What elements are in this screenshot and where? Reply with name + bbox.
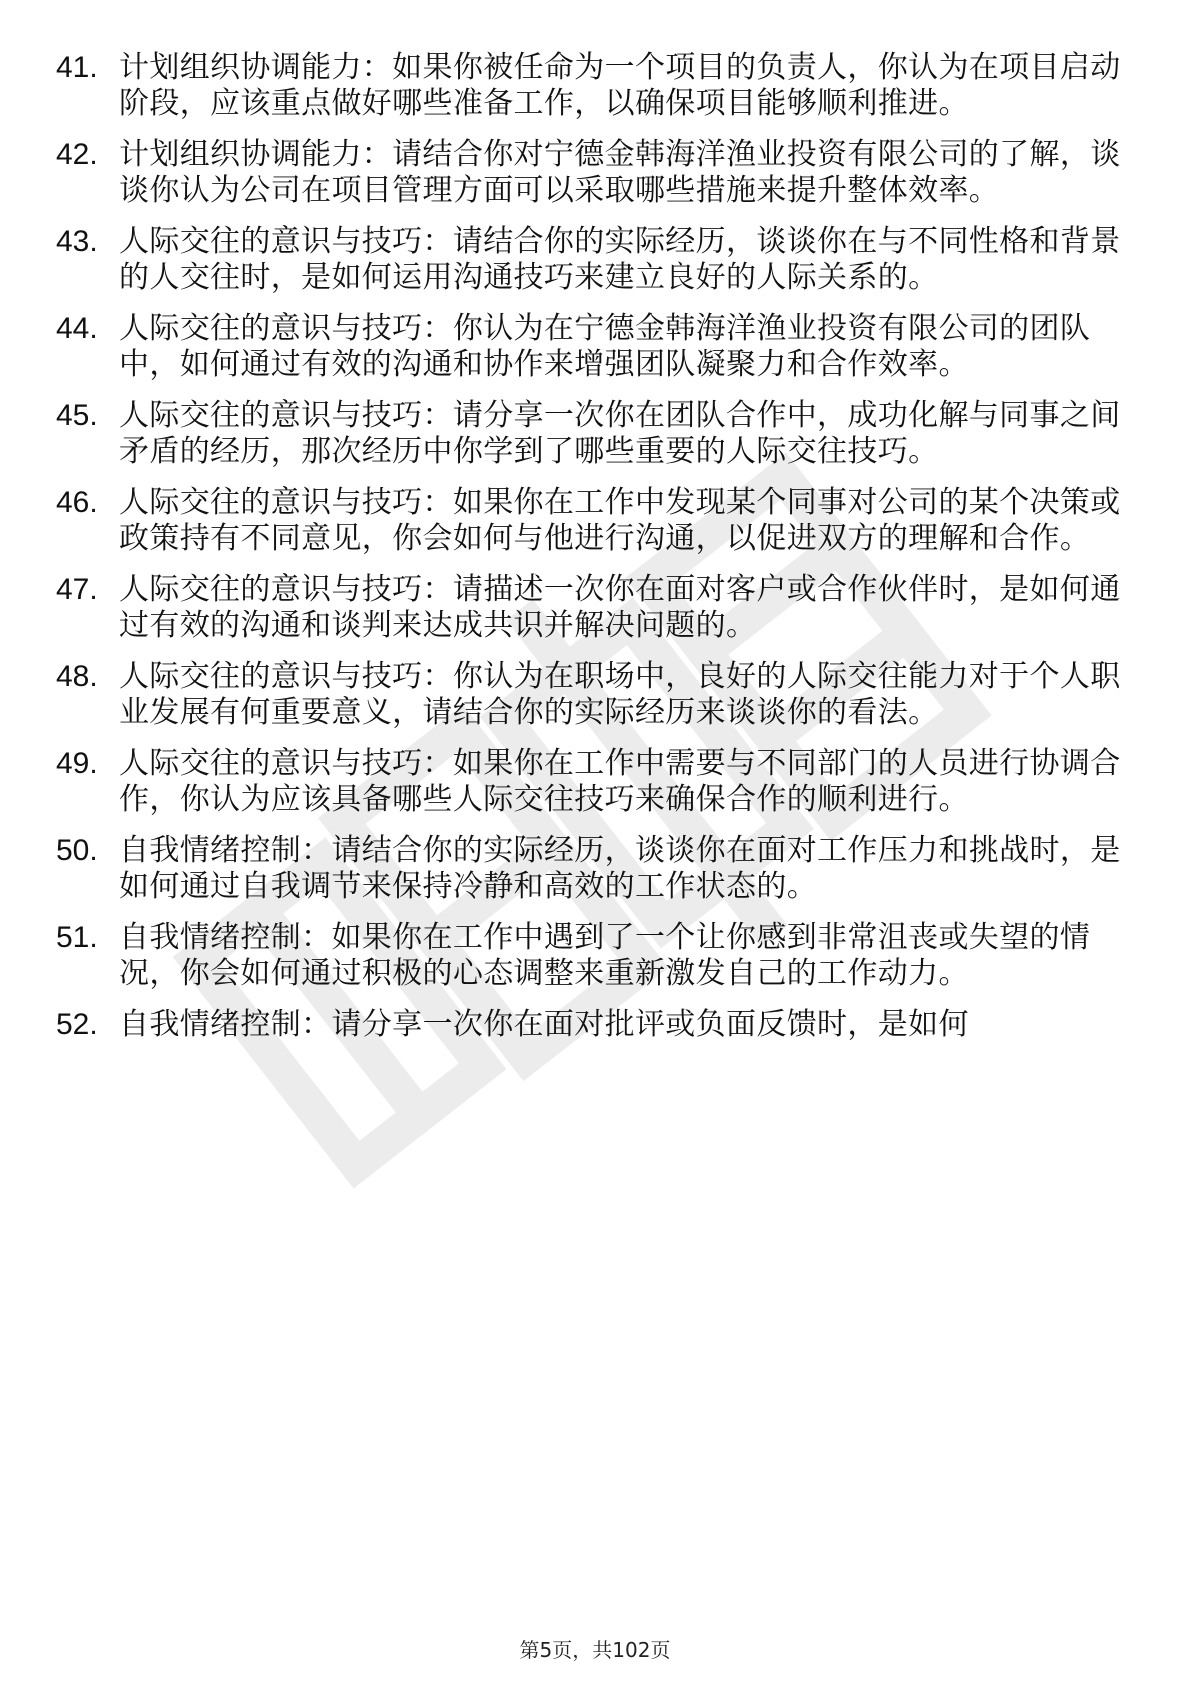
question-text: 计划组织协调能力：请结合你对宁德金韩海洋渔业投资有限公司的了解，谈谈你认为公司在项目管理方面可以采取哪些措施来提升整体效率。: [119, 136, 1121, 209]
question-item: [56, 485, 1136, 558]
question-text: 人际交往的意识与技巧：如果你在工作中需要与不同部门的人员进行协调合作，你认为应该具备哪些人际交往技巧来确保合作的顺利进行。: [119, 745, 1121, 818]
question-number: 45.: [56, 398, 98, 432]
question-item: [56, 833, 1136, 906]
question-item: [56, 224, 1136, 297]
question-item: [56, 1007, 1136, 1043]
question-text: 人际交往的意识与技巧：请分享一次你在团队合作中，成功化解与同事之间矛盾的经历，那次经历中你学到了哪些重要的人际交往技巧。: [119, 397, 1121, 470]
question-number: 51.: [56, 920, 98, 954]
question-text: 自我情绪控制：请分享一次你在面对批评或负面反馈时，是如何: [119, 1006, 969, 1042]
question-item: [56, 137, 1136, 210]
question-item: [56, 572, 1136, 645]
page-number-label: 第5页，共102页: [519, 1638, 671, 1662]
question-text: 人际交往的意识与技巧：如果你在工作中发现某个同事对公司的某个决策或政策持有不同意见，你会如何与他进行沟通，以促进双方的理解和合作。: [119, 484, 1121, 557]
question-text: 自我情绪控制：如果你在工作中遇到了一个让你感到非常沮丧或失望的情况，你会如何通过积极的心态调整来重新激发自己的工作动力。: [119, 919, 1091, 992]
question-number: 44.: [56, 311, 98, 345]
question-item: [56, 398, 1136, 471]
question-item: [56, 920, 1136, 993]
question-text: 人际交往的意识与技巧：你认为在宁德金韩海洋渔业投资有限公司的团队中，如何通过有效的沟通和协作来增强团队凝聚力和合作效率。: [119, 310, 1091, 383]
question-text: 计划组织协调能力：如果你被任命为一个项目的负责人，你认为在项目启动阶段，应该重点做好哪些准备工作，以确保项目能够顺利推进。: [119, 50, 1121, 122]
question-item: [56, 311, 1136, 384]
question-number: 43.: [56, 224, 98, 258]
question-item: [56, 746, 1136, 819]
question-number: 46.: [56, 485, 98, 519]
question-number: 41.: [56, 51, 98, 84]
question-number: 50.: [56, 833, 98, 867]
question-text: 人际交往的意识与技巧：你认为在职场中，良好的人际交往能力对于个人职业发展有何重要意义，请结合你的实际经历来谈谈你的看法。: [119, 658, 1121, 731]
question-list: [56, 50, 1136, 1058]
question-number: 52.: [56, 1007, 98, 1041]
question-number: 47.: [56, 572, 98, 606]
question-number: 42.: [56, 137, 98, 171]
page-footer: [0, 1638, 1190, 1662]
question-text: 人际交往的意识与技巧：请结合你的实际经历，谈谈你在与不同性格和背景的人交往时，是如何运用沟通技巧来建立良好的人际关系的。: [119, 223, 1121, 296]
question-item: [56, 659, 1136, 732]
question-item: [56, 50, 1136, 123]
question-text: 人际交往的意识与技巧：请描述一次你在面对客户或合作伙伴时，是如何通过有效的沟通和谈判来达成共识并解决问题的。: [119, 571, 1121, 644]
question-number: 49.: [56, 746, 98, 780]
question-number: 48.: [56, 659, 98, 693]
question-text: 自我情绪控制：请结合你的实际经历，谈谈你在面对工作压力和挑战时，是如何通过自我调节来保持冷静和高效的工作状态的。: [119, 832, 1121, 905]
